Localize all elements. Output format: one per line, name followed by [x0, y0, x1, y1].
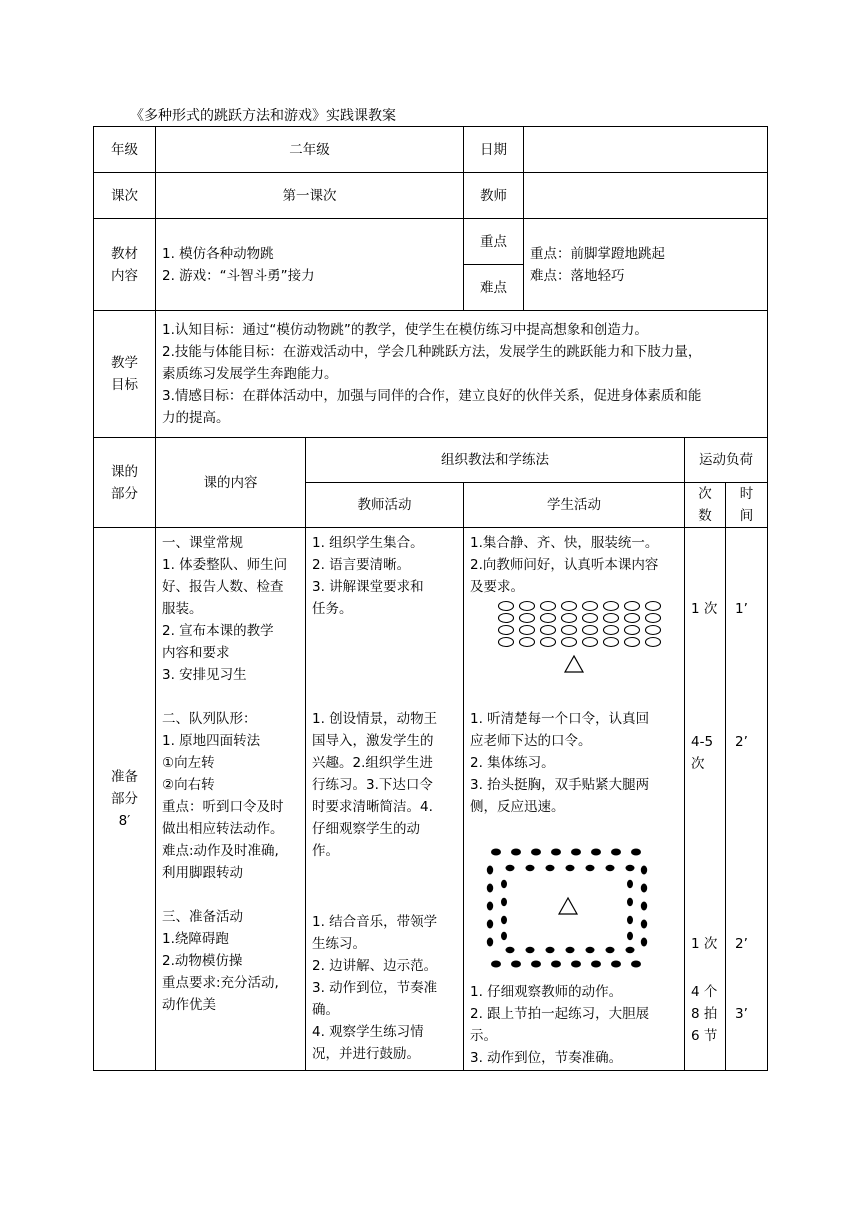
goals-label-line2: 目标: [111, 377, 138, 393]
prep-teacher-activity: [306, 528, 464, 1071]
teacher-line: 确。: [312, 1002, 339, 1018]
content-line: 重点：听到口令及时: [162, 799, 284, 815]
content-line: 好、报告人数、检查: [162, 579, 284, 595]
teacher-line: 作。: [312, 843, 339, 859]
part-header: [94, 438, 156, 528]
square-dots: [487, 849, 647, 968]
key-label: 重点: [480, 233, 507, 250]
content-line: 3. 安排见习生: [162, 667, 247, 683]
student-line: 应老师下达的口令。: [470, 733, 592, 749]
key-difficult-text: [524, 219, 768, 311]
teacher-value: [524, 173, 768, 219]
difficult-text: 难点：落地轻巧: [530, 267, 625, 284]
teacher-line: 3. 讲解课堂要求和: [312, 579, 424, 595]
teacher-line: 时要求清晰简洁。4.: [312, 799, 433, 815]
content-line: 做出相应转法动作。: [162, 821, 284, 837]
goals-text: [156, 311, 768, 438]
content-header: 课的内容: [156, 438, 306, 528]
teacher-line: 任务。: [312, 601, 353, 617]
prep-content: [156, 528, 306, 1071]
student-line: 2. 跟上节拍一起练习，大胆展: [470, 1006, 650, 1022]
content-line: ②向右转: [162, 777, 215, 793]
content-line: 2.动物模仿操: [162, 953, 243, 969]
student-block-3: [470, 981, 682, 1069]
student-line: 1. 听清楚每一个口令，认真回: [470, 711, 650, 727]
date-value: [524, 127, 768, 173]
times-header: [685, 483, 726, 528]
teacher-activity-header: 教师活动: [306, 483, 464, 528]
teacher-line: 国导入，激发学生的: [312, 733, 434, 749]
student-line: 3. 抬头挺胸，双手贴紧大腿两: [470, 777, 650, 793]
teacher-triangle-icon: [559, 898, 577, 914]
teacher-line: 1. 结合音乐，带领学: [312, 914, 438, 930]
teacher-line: 仔细观察学生的动: [312, 821, 420, 837]
prep-student-activity: [464, 528, 685, 1071]
goals-label-line1: 教学: [111, 355, 138, 371]
key-difficult-labels: [464, 219, 524, 311]
teacher-block-1: [312, 532, 458, 620]
key-text: 重点：前脚掌蹬地跳起: [530, 245, 665, 262]
student-block-2: [470, 708, 682, 818]
content-line: 利用脚跟转动: [162, 865, 243, 881]
times-entry: 6 节: [691, 1028, 718, 1044]
content-line: 重点要求:充分活动,: [162, 975, 279, 991]
goal-line: 素质练习发展学生奔跑能力。: [162, 366, 338, 382]
content-line: 1. 原地四面转法: [162, 733, 261, 749]
prep-label-line2: 部分: [111, 791, 138, 807]
teacher-line: 况，并进行鼓励。: [312, 1046, 420, 1062]
student-line: 1.集合静、齐、快，服装统一。: [470, 535, 659, 551]
teacher-line: 2. 边讲解、边示范。: [312, 958, 438, 974]
content-label-line1: 教材: [111, 245, 138, 262]
student-ovals: [499, 602, 661, 647]
date-label: 日期: [464, 127, 524, 173]
teacher-line: 3. 动作到位，节奏准: [312, 980, 438, 996]
content-line: 三、准备活动: [162, 909, 243, 925]
content-line: 1.绕障碍跑: [162, 931, 229, 947]
content-label: [94, 219, 156, 311]
content-spacer: [162, 884, 299, 906]
content-item: 2. 游戏：“斗智斗勇”接力: [162, 267, 315, 284]
times-entry: 次: [691, 756, 705, 772]
content-line: 内容和要求: [162, 645, 230, 661]
goals-label: [94, 311, 156, 438]
content-items: [156, 219, 464, 311]
time-header-line1: 时: [739, 486, 754, 502]
teacher-line: 2. 语言要清晰。: [312, 557, 411, 573]
times-entry: 4-5: [691, 734, 714, 750]
teacher-line: 1. 组织学生集合。: [312, 535, 424, 551]
duration-entry: 1’: [735, 601, 748, 617]
square-formation-diagram: [484, 844, 664, 974]
load-header: 运动负荷: [685, 438, 768, 483]
org-header: 组织教法和学练法: [306, 438, 685, 483]
student-block-1: [470, 532, 682, 598]
teacher-line: 兴趣。2.组织学生进: [312, 755, 433, 771]
content-label-line2: 内容: [111, 267, 138, 284]
goal-line: 2.技能与体能目标：在游戏活动中，学会几种跳跃方法，发展学生的跳跃能力和下肢力量，: [162, 344, 702, 360]
part-header-line1: 课的: [111, 463, 138, 480]
times-header-line1: 次: [698, 486, 712, 502]
lesson-plan-table: [93, 126, 768, 1071]
student-line: 2.向教师问好，认真听本课内容: [470, 557, 659, 573]
student-line: 1. 仔细观察教师的动作。: [470, 984, 623, 1000]
prep-label-line3: 8′: [118, 813, 131, 829]
teacher-line: 4. 观察学生练习情: [312, 1024, 424, 1040]
goal-line: 1.认知目标：通过“模仿动物跳”的教学，使学生在模仿练习中提高想象和创造力。: [162, 322, 648, 338]
content-line: 动作优美: [162, 997, 216, 1013]
content-line: 2. 宣布本课的教学: [162, 623, 274, 639]
teacher-line: 行练习。3.下达口令: [312, 777, 433, 793]
goal-line: 力的提高。: [162, 410, 230, 426]
part-header-line2: 部分: [111, 485, 138, 502]
prep-times: [685, 528, 726, 1071]
teacher-label: 教师: [464, 173, 524, 219]
grade-value: 二年级: [156, 127, 464, 173]
teacher-line: 1. 创设情景，动物王: [312, 711, 438, 727]
student-line: 3. 动作到位，节奏准确。: [470, 1050, 623, 1066]
teacher-block-3: [312, 911, 458, 1065]
content-line: 难点:动作及时准确,: [162, 843, 279, 859]
duration-entry: 2’: [735, 734, 748, 750]
times-entry: 1 次: [691, 936, 718, 952]
grade-label: 年级: [94, 127, 156, 173]
content-line: 1. 体委整队、师生问: [162, 557, 288, 573]
time-header-line2: 间: [739, 508, 754, 524]
prep-part-label: [94, 528, 156, 1071]
content-spacer: [162, 686, 299, 708]
times-entry: 1 次: [691, 601, 718, 617]
times-header-line2: 数: [698, 508, 712, 524]
content-item: 1. 模仿各种动物跳: [162, 245, 274, 262]
content-line: 服装。: [162, 601, 203, 617]
prep-durations: [726, 528, 768, 1071]
lesson-label: 课次: [94, 173, 156, 219]
student-line: 2. 集体练习。: [470, 755, 555, 771]
student-line: 及要求。: [470, 579, 524, 595]
teacher-triangle-icon: [565, 656, 583, 672]
content-line: 一、课堂常规: [162, 535, 243, 551]
times-entry: 4 个: [691, 984, 718, 1000]
document-title: 《多种形式的跳跃方法和游戏》实践课教案: [130, 108, 396, 124]
student-line: 侧，反应迅速。: [470, 799, 565, 815]
teacher-line: 生练习。: [312, 936, 366, 952]
formation-diagram: [464, 598, 684, 682]
times-entry: 8 拍: [691, 1006, 718, 1022]
duration-entry: 3’: [735, 1006, 748, 1022]
content-line: 二、队列队形：: [162, 711, 257, 727]
teacher-block-2: [312, 708, 458, 862]
lesson-value: 第一课次: [156, 173, 464, 219]
time-header: [726, 483, 768, 528]
student-activity-header: 学生活动: [464, 483, 685, 528]
duration-entry: 2’: [735, 936, 748, 952]
student-line: 示。: [470, 1028, 497, 1044]
content-line: ①向左转: [162, 755, 215, 771]
difficult-label: 难点: [464, 264, 523, 310]
prep-label-line1: 准备: [111, 769, 138, 785]
goal-line: 3.情感目标：在群体活动中，加强与同伴的合作，建立良好的伙伴关系，促进身体素质和能: [162, 388, 702, 404]
